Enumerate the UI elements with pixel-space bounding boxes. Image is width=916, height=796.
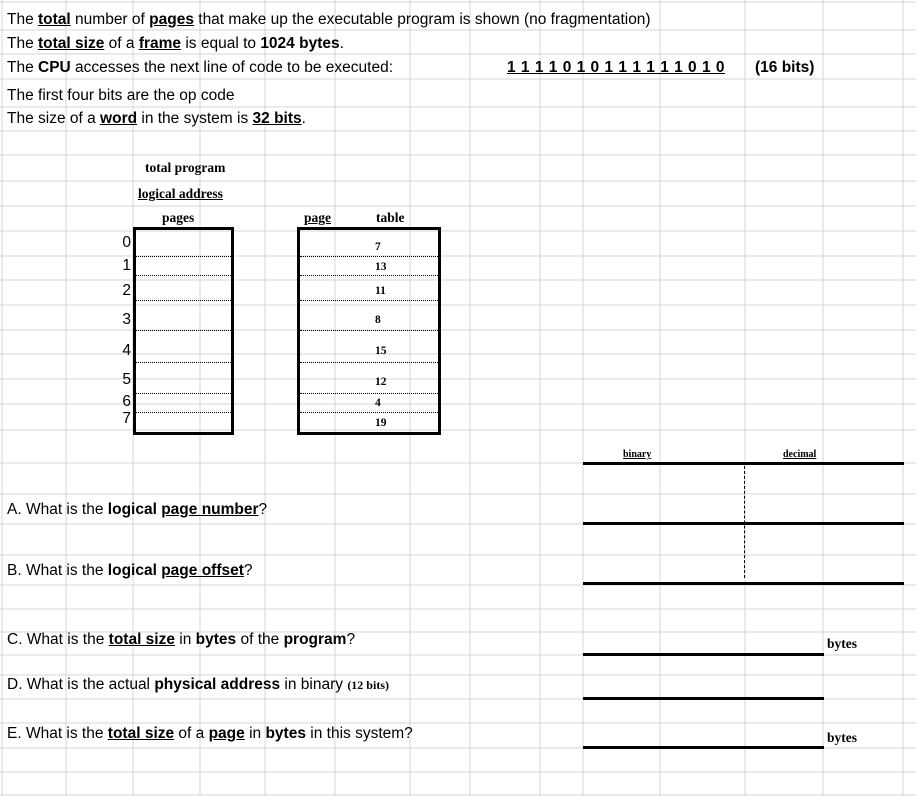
binary-decimal-separator <box>744 466 745 578</box>
intro-line-opcode: The first four bits are the op code <box>7 87 235 104</box>
label-logical-address: logical address <box>138 186 223 201</box>
table-divider <box>300 362 438 363</box>
page-divider <box>136 362 231 363</box>
page-index: 2 <box>122 282 131 299</box>
bits-note: (16 bits) <box>755 59 815 76</box>
frame-number: 8 <box>375 314 381 326</box>
page-index: 5 <box>122 371 131 388</box>
page-index: 1 <box>122 257 131 274</box>
answer-line <box>583 462 904 465</box>
frame-number: 15 <box>375 345 387 357</box>
frame-number: 7 <box>375 241 381 253</box>
answer-line-c[interactable] <box>583 653 824 656</box>
page-table-box <box>297 227 441 435</box>
page-divider <box>136 300 231 301</box>
label-table: table <box>376 210 405 225</box>
logical-pages-box <box>133 227 234 435</box>
intro-line-frame: The total size of a frame is equal to 1024 bytes. <box>7 35 344 52</box>
header-decimal: decimal <box>783 449 817 460</box>
label-page: page <box>304 210 331 225</box>
unit-bytes-e: bytes <box>827 730 857 745</box>
frame-number: 11 <box>375 285 386 297</box>
table-divider <box>300 300 438 301</box>
table-divider <box>300 393 438 394</box>
page-divider <box>136 330 231 331</box>
question-b: B. What is the logical page offset? <box>7 562 253 579</box>
instruction-bits: 1 1 1 1 0 1 0 1 1 1 1 1 1 0 1 0 <box>507 59 726 76</box>
table-divider <box>300 412 438 413</box>
question-a: A. What is the logical page number? <box>7 501 268 518</box>
question-d: D. What is the actual physical address in binary (12 bits) <box>7 676 389 693</box>
intro-line-cpu: The CPU accesses the next line of code to be executed: <box>7 59 394 76</box>
label-total-program: total program <box>145 160 226 175</box>
frame-number: 19 <box>375 417 387 429</box>
question-e: E. What is the total size of a page in bytes in this system? <box>7 725 413 742</box>
label-pages: pages <box>162 210 195 225</box>
answer-line-e[interactable] <box>583 746 824 749</box>
intro-line-word: The size of a word in the system is 32 bits. <box>7 110 306 127</box>
answer-line-b[interactable] <box>583 582 904 585</box>
page-index: 7 <box>122 410 131 427</box>
table-divider <box>300 275 438 276</box>
page-divider <box>136 412 231 413</box>
table-divider <box>300 330 438 331</box>
header-binary: binary <box>623 449 652 460</box>
frame-number: 4 <box>375 397 381 409</box>
page-index: 3 <box>122 311 131 328</box>
table-divider <box>300 256 438 257</box>
frame-number: 13 <box>375 261 387 273</box>
page-divider <box>136 256 231 257</box>
question-c: C. What is the total size in bytes of the program? <box>7 631 356 648</box>
page-divider <box>136 393 231 394</box>
page-divider <box>136 275 231 276</box>
intro-line-pages: The total number of pages that make up the executable program is shown (no fragmentation) <box>7 11 651 28</box>
page-index: 6 <box>122 393 131 410</box>
answer-line-d[interactable] <box>583 697 824 700</box>
page-index: 0 <box>122 234 131 251</box>
frame-number: 12 <box>375 376 387 388</box>
page-index: 4 <box>122 342 131 359</box>
unit-bytes-c: bytes <box>827 636 857 651</box>
